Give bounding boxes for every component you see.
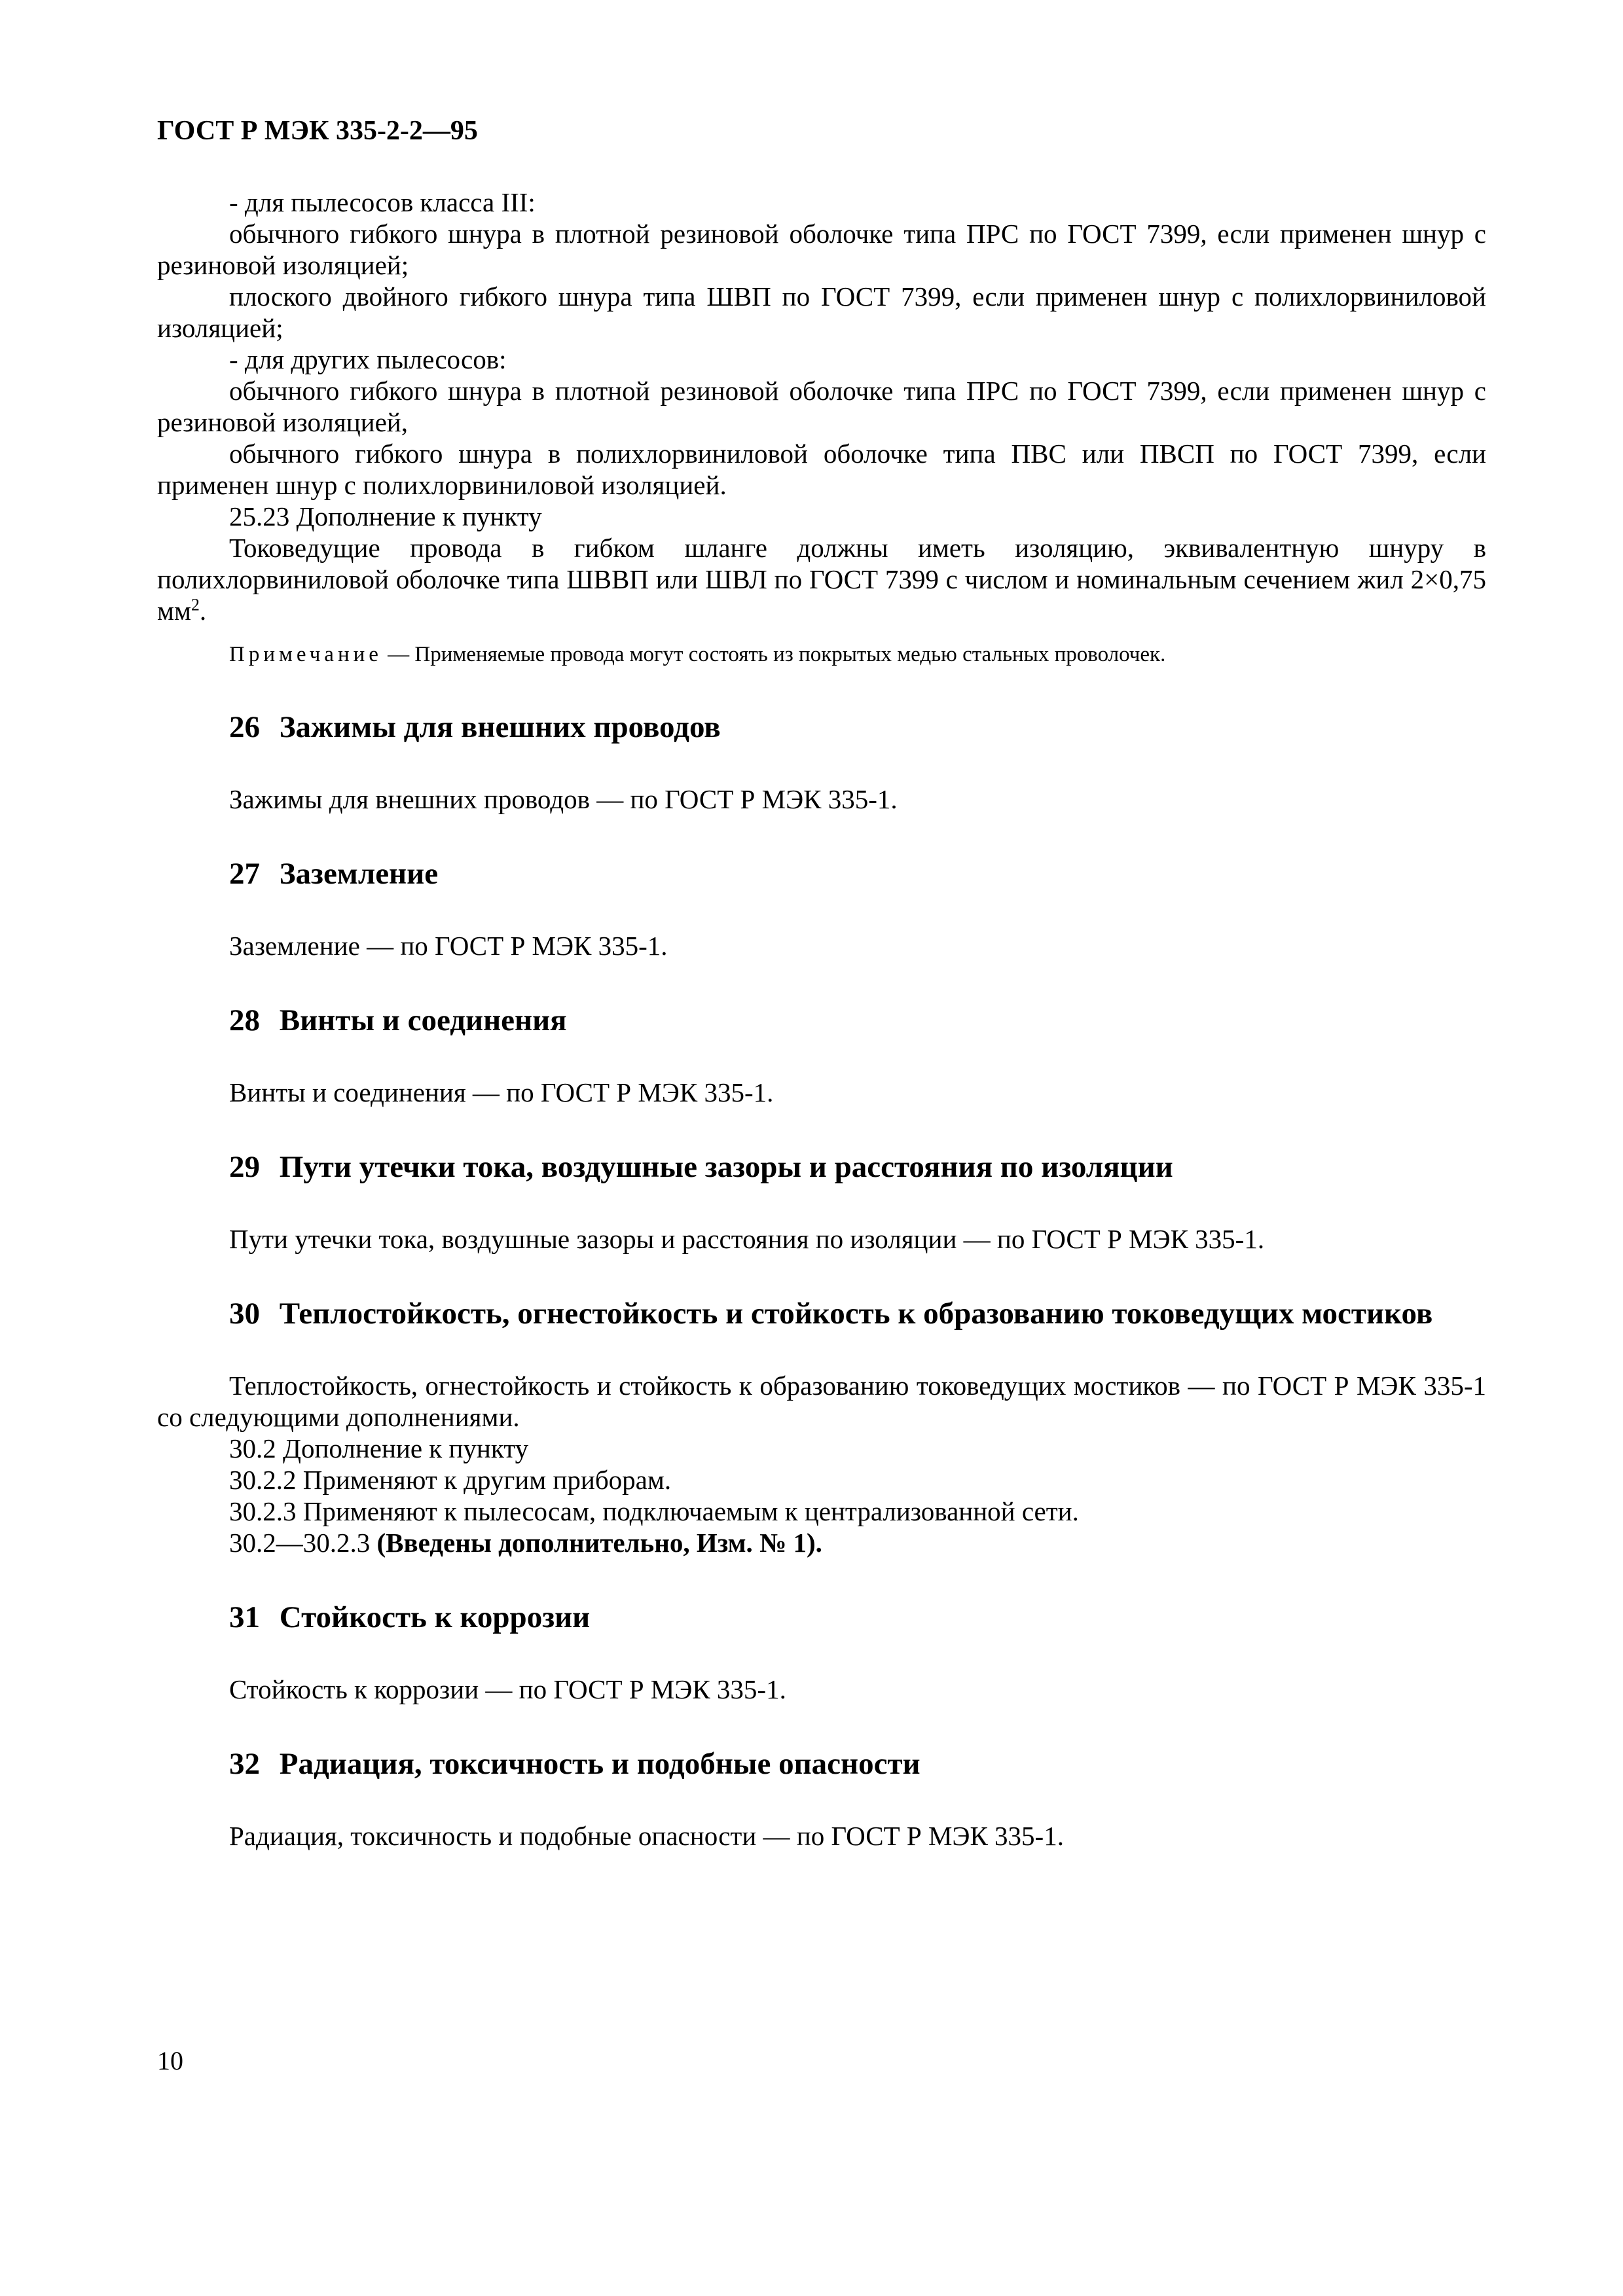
section-28-heading xyxy=(157,1002,1486,1039)
amendment-reference: 30.2—30.2.3 xyxy=(229,1528,377,1558)
section-31-heading xyxy=(157,1599,1486,1636)
note xyxy=(157,641,1486,668)
section-26-title: Зажимы для внешних проводов xyxy=(279,710,721,744)
section-32-title: Радиация, токсичность и подобные опасности xyxy=(279,1747,921,1781)
section-29-title: Пути утечки тока, воздушные зазоры и расстояния по изоляции xyxy=(279,1150,1173,1184)
section-32-text: Радиация, токсичность и подобные опасности — по ГОСТ Р МЭК 335-1. xyxy=(229,1821,1064,1851)
superscript-two: 2 xyxy=(191,595,200,615)
section-30-heading xyxy=(157,1295,1486,1332)
section-28-text: Винты и соединения — по ГОСТ Р МЭК 335-1. xyxy=(229,1077,774,1107)
section-27-text: Заземление — по ГОСТ Р МЭК 335-1. xyxy=(229,931,668,961)
section-27-title: Заземление xyxy=(279,857,439,891)
paragraph-other-cleaners: - для других пылесосов: xyxy=(229,344,507,374)
section-26-heading xyxy=(157,709,1486,745)
document-page xyxy=(157,115,1486,1852)
section-28-number: 28 xyxy=(229,1003,260,1037)
section-28-title: Винты и соединения xyxy=(279,1003,567,1037)
section-31-number: 31 xyxy=(229,1600,260,1634)
section-29-heading xyxy=(157,1149,1486,1185)
clause-30-2-2: 30.2.2 Применяют к другим приборам. xyxy=(229,1465,672,1495)
clause-30-2: 30.2 Дополнение к пункту xyxy=(229,1433,529,1463)
note-text: — Применяемые провода могут состоять из покрытых медью стальных проволочек. xyxy=(382,643,1166,666)
paragraph-pvs-cord: обычного гибкого шнура в полихлорвиниловой оболочке типа ПВС или ПВСП по ГОСТ 7399, если применен шнур с полихлорвиниловой изоляцией. xyxy=(157,439,1486,500)
amendment-note xyxy=(157,1527,1486,1558)
clause-25-23-body: Токоведущие провода в гибком шланге должны иметь изоляцию, эквивалентную шнуру в полихлорвиниловой оболочке типа ШВВП или ШВЛ по ГОСТ 7399 с числом и номинальным сечением жил 2×0,75 мм xyxy=(157,533,1486,626)
paragraph-shvp-cord: плоского двойного гибкого шнура типа ШВП по ГОСТ 7399, если применен шнур с полихлорвиниловой изоляцией; xyxy=(157,281,1486,343)
section-30-text: Теплостойкость, огнестойкость и стойкость к образованию токоведущих мостиков — по ГОСТ Р МЭК 335-1 со следующими дополнениями. xyxy=(157,1371,1486,1432)
section-26-number: 26 xyxy=(229,710,260,744)
section-29-number: 29 xyxy=(229,1150,260,1184)
section-31-text: Стойкость к коррозии — по ГОСТ Р МЭК 335-1. xyxy=(229,1674,786,1704)
paragraph-prs-cord-2: обычного гибкого шнура в плотной резиновой оболочке типа ПРС по ГОСТ 7399, если применен шнур с резиновой изоляцией, xyxy=(157,376,1486,437)
document-code-header: ГОСТ Р МЭК 335-2-2—95 xyxy=(157,116,478,146)
clause-30-2-3: 30.2.3 Применяют к пылесосам, подключаемым к централизованной сети. xyxy=(229,1496,1079,1526)
paragraph-prs-cord: обычного гибкого шнура в плотной резиновой оболочке типа ПРС по ГОСТ 7399, если применен шнур с резиновой изоляцией; xyxy=(157,219,1486,280)
paragraph-class-iii: - для пылесосов класса III: xyxy=(229,187,536,217)
section-32-number: 32 xyxy=(229,1747,260,1781)
clause-25-23-text xyxy=(157,532,1486,626)
section-27-number: 27 xyxy=(229,857,260,891)
section-31-title: Стойкость к коррозии xyxy=(279,1600,591,1634)
section-29-text: Пути утечки тока, воздушные зазоры и расстояния по изоляции — по ГОСТ Р МЭК 335-1. xyxy=(229,1224,1265,1254)
amendment-text: (Введены дополнительно, Изм. № 1). xyxy=(376,1528,822,1558)
clause-25-23-end: . xyxy=(199,596,207,626)
clause-25-23-heading: 25.23 Дополнение к пункту xyxy=(229,501,542,531)
page-number: 10 xyxy=(157,2046,183,2075)
section-26-text: Зажимы для внешних проводов — по ГОСТ Р МЭК 335-1. xyxy=(229,784,898,814)
section-32-heading xyxy=(157,1746,1486,1782)
section-30-number: 30 xyxy=(229,1297,260,1331)
section-30-title: Теплостойкость, огнестойкость и стойкость к образованию токоведущих мостиков xyxy=(279,1297,1433,1331)
note-label: Примечание xyxy=(229,643,382,666)
section-27-heading xyxy=(157,855,1486,892)
